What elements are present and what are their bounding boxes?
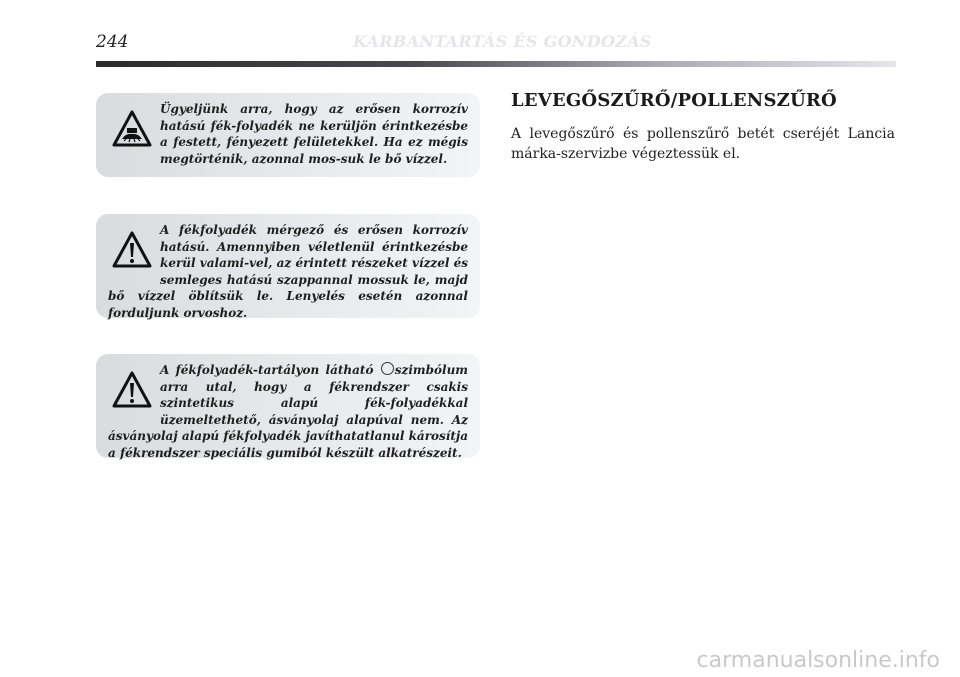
warning-text-before: A fékfolyadék-tartályon látható: [160, 363, 374, 377]
warning-text: [108, 362, 468, 461]
warning-text: A fékfolyadék mérgező és erősen korrozív hatású. Amennyiben véletlenül érintkezésbe kerül valami-vel, az érintett részeket vízzel és semleges hatású szappannal mossuk le, majd bő vízzel öblítsük le. Lenyelés esetén azonnal forduljunk orvoshoz.: [108, 223, 468, 320]
warning-box-synthetic-fluid: [96, 354, 480, 458]
warning-text: Ügyeljünk arra, hogy az erősen korrozív hatású fék-folyadék ne kerüljön érintkezésbe a festett, fényezett felületekkel. Ha ez mégis megtörténik, azonnal mos-suk le bő vízzel.: [160, 102, 468, 166]
corrosive-warning-icon: [112, 109, 152, 149]
warning-triangle-icon: [112, 230, 152, 270]
warning-triangle-icon: [112, 370, 152, 410]
warning-text-after: szimbólum arra utal, hogy a fékrendszer csakis szintetikus alapú fék-folyadékkal üzemeltethető, ásványolaj alapúval nem. Az ásványolaj alapú fékfolyadék javíthatatlanul károsítja a fékrendszer speciális gumiból készült alkatrészeit.: [108, 363, 468, 460]
section-title: LEVEGŐSZŰRŐ/POLLENSZŰRŐ: [511, 90, 837, 111]
section-body: A levegőszűrő és pollenszűrő betét cseréjét Lancia márka-szervizbe végeztessük el.: [511, 126, 895, 162]
warning-box-corrosive: [96, 93, 480, 177]
running-title: KARBANTARTÁS ÉS GONDOZÁS: [353, 32, 652, 51]
header-rule: [96, 61, 896, 67]
watermark: carmanualsonline.info: [696, 648, 940, 673]
warning-box-toxic: [96, 214, 480, 318]
synthetic-fluid-symbol-icon: [381, 362, 394, 375]
page-number: 244: [96, 32, 129, 52]
